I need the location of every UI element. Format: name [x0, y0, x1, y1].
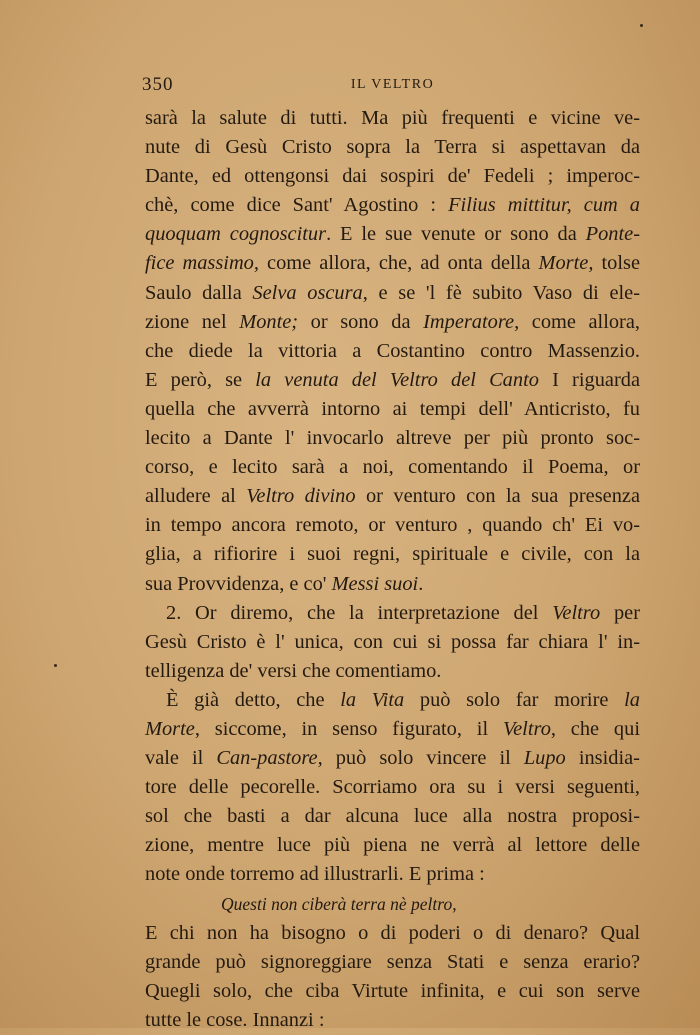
text-line: grande può signoreggiare senza Stati e senza erario?	[145, 950, 640, 973]
text-line: zione, mentre luce più piena ne verrà al lettore delle	[145, 834, 640, 857]
text-line: lecito a Dante l' invocarlo altreve per più pronto soc-	[145, 427, 640, 450]
text-line: quella che avverrà intorno ai tempi dell' Anticristo, fu	[145, 397, 640, 420]
text-line: Gesù Cristo è l' unica, con cui si possa far chiara l' in-	[145, 630, 640, 653]
running-head: IL VELTRO	[350, 77, 435, 92]
text-line: telligenza de' versi che comentiamo.	[145, 659, 442, 682]
text-line: chè, come dice Sant' Agostino : Filius mittitur, cum a	[145, 194, 641, 217]
margin-dot	[54, 664, 57, 667]
text-line: sol che basti a dar alcuna luce alla nostra proposi-	[145, 805, 640, 828]
body-text	[145, 104, 640, 1035]
text-line: Quegli solo, che ciba Virtute infinita, e cui son serve	[145, 979, 640, 1002]
text-line: vale il Can-pastore, può solo vincere il Lupo insidia-	[145, 747, 640, 770]
verse-quote: Questi non ciberà terra nè peltro,	[221, 893, 457, 914]
book-page	[142, 74, 641, 1035]
text-line: Saulo dalla Selva oscura, e se 'l fè subito Vaso di ele-	[145, 281, 640, 304]
page-header	[142, 74, 640, 104]
text-line: fice massimo, come allora, che, ad onta della Morte, tolse	[145, 252, 640, 275]
text-line: 2. Or diremo, che la interpretazione del Veltro per	[166, 601, 640, 624]
text-line: È già detto, che la Vita può solo far morire la	[166, 688, 640, 711]
text-line: quoquam cognoscitur. E le sue venute or sono da Ponte-	[145, 223, 640, 246]
text-line: corso, e lecito sarà a noi, comentando il Poema, or	[145, 456, 640, 479]
page-number: 350	[142, 74, 174, 95]
text-line: note onde torremo ad illustrarli. E prima :	[145, 863, 485, 886]
text-line: nute di Gesù Cristo sopra la Terra si aspettavan da	[145, 136, 640, 159]
text-line: in tempo ancora remoto, or venturo , quando ch' Ei vo-	[145, 514, 640, 537]
text-line: tore delle pecorelle. Scorriamo ora su i versi seguenti,	[145, 776, 640, 799]
text-line: zione nel Monte; or sono da Imperatore, come allora,	[145, 310, 640, 333]
text-line: Dante, ed ottengonsi dai sospiri de' Fedeli ; imperoc-	[145, 165, 640, 188]
text-line: che diede la vittoria a Costantino contro Massenzio.	[145, 339, 640, 362]
text-line: glia, a rifiorire i suoi regni, spirituale e civile, con la	[145, 543, 640, 566]
text-line: E chi non ha bisogno o di poderi o di denaro? Qual	[145, 921, 640, 944]
text-line: tutte le cose. Innanzi :	[145, 1008, 325, 1031]
text-line: sua Provvidenza, e co' Messi suoi.	[145, 572, 424, 595]
text-line: Morte, siccome, in senso figurato, il Veltro, che qui	[145, 717, 640, 740]
ink-speck	[640, 24, 643, 27]
text-line: alludere al Veltro divino or venturo con la sua presenza	[145, 485, 641, 508]
text-line: E però, se la venuta del Veltro del Canto I riguarda	[145, 368, 640, 391]
text-line: sarà la salute di tutti. Ma più frequenti e vicine ve-	[145, 107, 640, 129]
